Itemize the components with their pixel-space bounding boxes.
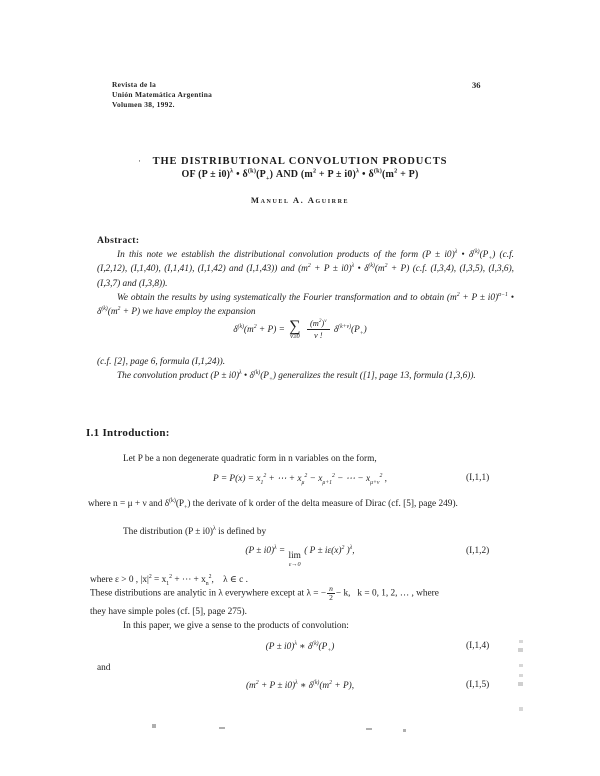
equation-I15-body: $(m^2 + P \pm i0)^\lambda$ ∗ $\delta^{(k)}(m^2 + P)$, [245, 679, 355, 691]
journal-line-2: Unión Matemática Argentina [112, 90, 213, 99]
equation-I14-tag: (I,1,4) [466, 641, 490, 651]
connector-word-and: and [97, 663, 111, 673]
scan-artifact [519, 640, 523, 643]
equation-I14 [0, 641, 600, 652]
scan-artifact [219, 727, 225, 729]
scan-artifact [518, 682, 523, 686]
journal-header [112, 80, 212, 110]
intro-paragraph-5-line2: they have simple poles (cf. [5], page 275). [90, 607, 247, 617]
scan-artifact [519, 664, 523, 667]
fraction-numerator: $(m^2)^\nu$ [307, 319, 330, 330]
intro-paragraph-1: Let P be a non degenerate quadratic form in n variables on the form, [123, 454, 377, 464]
equation-I12-rhs: ( $P \pm i\varepsilon(x)^2$ )$^\lambda$, [304, 544, 355, 556]
intro-paragraph-4: where ε > 0 , $|x|^2 = x_1^2$ + ⋯ + $x_n^2$, λ ∈ c . [90, 573, 248, 587]
equation-I15-tag: (I,1,5) [466, 680, 490, 690]
paper-title-line2: OF $(P \pm i0)^\lambda$ • $\delta^{(k)}(P_+)$ AND $(m^2 + P \pm i0)^\lambda$ • $\delta^{(k)}(m^2 + P)$ [181, 167, 419, 182]
poles-text-pre: These distributions are analytic in λ everywhere except at λ = − [90, 588, 327, 599]
abstract-paragraph-2: We obtain the results by using systematically the Fourier transformation and to obtain $(m^2 + P \pm i0)^{\alpha-1}$ • $\delta^{(k)}(m^2 + P)$ we have employ the expansion [97, 291, 515, 318]
scan-artifact [519, 707, 523, 711]
abstract-paragraph-4: The convolution product $(P \pm i0)^\lambda$ • $\delta^{(k)}(P_+)$ generalizes the result ([1], page 13, formula (1,3,6)). [117, 369, 476, 383]
section-heading: I.1 Introduction: [86, 427, 170, 439]
page-number: 36 [472, 80, 481, 90]
scan-artifact [519, 674, 523, 677]
stray-dot: · [138, 156, 141, 166]
paper-title-line1: THE DISTRIBUTIONAL CONVOLUTION PRODUCTS [152, 156, 448, 167]
formula-fraction [307, 319, 330, 340]
lim-subscript: ε→0 [288, 561, 301, 568]
equation-I12-tag: (I,1,2) [466, 546, 490, 556]
lim-word: lim [288, 551, 301, 561]
journal-line-1: Revista de la [112, 80, 157, 89]
summation-limit: ν≥0 [290, 333, 300, 340]
expansion-formula [0, 319, 600, 340]
intro-paragraph-3: The distribution $(P \pm i0)^\lambda$ is defined by [123, 525, 267, 537]
equation-I12-lhs: $(P \pm i0)^\lambda$ = [245, 544, 286, 556]
n-over-2-fraction [327, 585, 335, 602]
formula-rhs: $\delta^{(k+\nu)}(P_+)$ [333, 323, 367, 337]
n-over-2-numerator: n [329, 584, 333, 593]
scan-artifact [152, 724, 156, 728]
equation-I11 [0, 473, 600, 484]
intro-paragraph-2: where n = μ + ν and $\delta^{(k)}(P_+)$ the derivate of k order of the delta measure of Dirac (cf. [5], page 249). [88, 497, 458, 511]
n-over-2-denominator: 2 [329, 593, 333, 602]
sigma-symbol: ∑ [289, 318, 301, 335]
equation-I11-tag: (I,1,1) [466, 473, 490, 483]
intro-paragraph-5-line1 [90, 585, 520, 602]
equation-I15 [0, 680, 600, 691]
scan-artifact [366, 728, 372, 730]
equation-I11-body: $P = P(x) = x_1^2$ + ⋯ + $x_\mu^2 - x_{\mu+1}^2$ − ⋯ − $x_{\mu+\nu}^2$ , [212, 472, 387, 486]
author-name: Manuel A. Aguirre [250, 195, 350, 205]
journal-line-3: Volumen 38, 1992. [112, 100, 175, 109]
abstract-heading: Abstract: [97, 235, 140, 246]
equation-I14-body: $(P \pm i0)^\lambda$ ∗ $\delta^{(k)}(P_+)$ [265, 640, 335, 654]
formula-lhs: $\delta^{(k)}(m^2 + P)$ = [233, 323, 285, 335]
equation-I12 [0, 546, 600, 568]
poles-text-post: − k, k = 0, 1, 2, … , where [335, 588, 439, 599]
limit-operator [289, 552, 301, 568]
fraction-denominator: ν ! [313, 331, 323, 340]
abstract-paragraph-3: (c.f. [2], page 6, formula (I,1,24)). [97, 357, 226, 367]
intro-paragraph-6: In this paper, we give a sense to the products of convolution: [123, 621, 349, 631]
scan-artifact [403, 729, 406, 732]
abstract-paragraph-1: In this note we establish the distributional convolution products of the form $(P \pm i0)^\lambda$ • $\delta^{(k)}(P_+)$ (c.f. (I,2,12), (I,1,40), (I,1,41), (I,1,42) and (I,1,43)) and $(m^2 + P \pm i0)^\lambda$ • $\delta^{(k)}(m^2 + P)$ (c.f. (I,3,4), (I,3,5), (I,3,6), (I,3,7) and (I,3,8)). [97, 248, 515, 289]
scan-artifact [518, 648, 523, 652]
summation-operator [289, 319, 300, 340]
